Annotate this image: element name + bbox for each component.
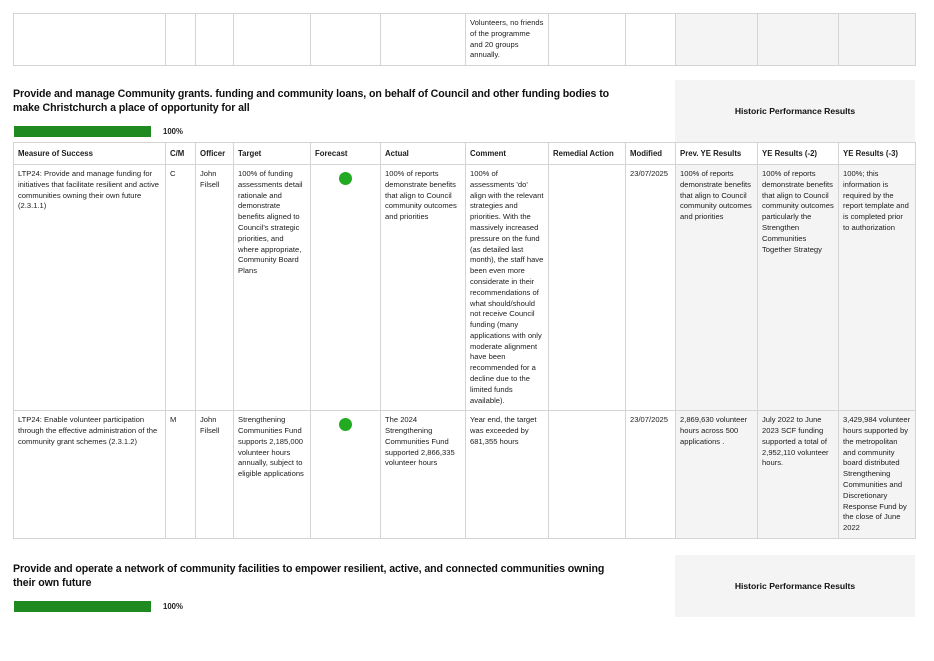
progress-bar [13,600,152,613]
cell-prev-ye [676,14,758,66]
cell-remedial [549,165,626,411]
column-header-comment[interactable]: Comment [466,143,549,165]
section-header-left [13,80,675,142]
cell-actual: The 2024 Strengthening Communities Fund supported 2,866,335 volunteer hours [381,411,466,539]
cell-measure: LTP24: Enable volunteer participation through the effective administration of the community grant schemes (2.3.1.2) [14,411,166,539]
progress-bar [13,125,152,138]
cell-modified: 23/07/2025 [626,411,676,539]
cell-target [234,14,311,66]
cell-ye3: 100%; this information is required by the report template and is completed prior to authorization [839,165,916,411]
continued-table-region [0,0,934,66]
cell-remedial [549,14,626,66]
cell-prev-ye: 2,869,630 volunteer hours across 500 applications . [676,411,758,539]
cell-comment: Volunteers, no friends of the programme and 20 groups annually. [466,14,549,66]
column-header-actual[interactable]: Actual [381,143,466,165]
cell-forecast [311,14,381,66]
column-header-remedial-action[interactable]: Remedial Action [549,143,626,165]
table-header-row [14,143,916,165]
cell-measure: LTP24: Provide and manage funding for initiatives that facilitate resilient and active communities owning their own future (2.3.1.1) [14,165,166,411]
cell-measure [14,14,166,66]
table-row [14,411,916,539]
column-header-officer[interactable]: Officer [196,143,234,165]
status-green-dot-icon [339,418,352,431]
cell-forecast [311,411,381,539]
cell-prev-ye: 100% of reports demonstrate benefits that align to Council community outcomes and priorities [676,165,758,411]
section-title: Provide and manage Community grants. funding and community loans, on behalf of Council and other funding bodies to make Christchurch a place of opportunity for all [13,88,609,115]
cell-forecast [311,165,381,411]
cell-comment: 100% of assessments 'do' align with the relevant strategies and priorities. With the massively increased pressure on the fund (as detailed last month), the staff have been even more considerate in their recommendations of what should/should not receive Council funding (many applications with only moderate alignment have been recommended for a decline due to the limited funds available). [466,165,549,411]
cell-officer: John Filsell [196,165,234,411]
cell-ye3: 3,429,984 volunteer hours supported by the metropolitan and community board distributed Strengthening Communities and Discretionary Response Fund by the close of June 2022 [839,411,916,539]
table-row [14,165,916,411]
progress-row [13,125,675,138]
cell-modified: 23/07/2025 [626,165,676,411]
section-community-grants [13,80,915,142]
cell-ye2 [758,14,839,66]
progress-row [13,600,675,613]
historic-performance-panel [675,80,915,142]
column-header-prev-ye-results[interactable]: Prev. YE Results [676,143,758,165]
cell-actual [381,14,466,66]
table-row [14,14,916,66]
progress-percent-label: 100% [163,127,183,137]
historic-performance-heading: Historic Performance Results [734,580,856,591]
column-header-forecast[interactable]: Forecast [311,143,381,165]
progress-bar-fill [14,126,151,137]
continued-performance-table [13,13,916,66]
progress-percent-label: 100% [163,601,183,611]
section-header-left [13,555,675,617]
cell-cm: C [166,165,196,411]
cell-ye3 [839,14,916,66]
cell-target: 100% of funding assessments detail rationale and demonstrate benefits aligned to Council's strategic priorities, and where appropriate, Community Board Plans [234,165,311,411]
column-header-modified[interactable]: Modified [626,143,676,165]
cell-remedial [549,411,626,539]
continued-table-body [14,14,916,66]
cell-ye2: July 2022 to June 2023 SCF funding supported a total of 2,952,110 volunteer hours. [758,411,839,539]
historic-performance-panel [675,555,915,617]
cell-target: Strengthening Communities Fund supports 2,185,000 volunteer hours annually, subject to eligible applications [234,411,311,539]
table-body [14,165,916,539]
cell-officer: John Filsell [196,411,234,539]
cell-cm [166,14,196,66]
column-header-ye-results-2[interactable]: YE Results (-2) [758,143,839,165]
cell-ye2: 100% of reports demonstrate benefits that align to Council community outcomes particularly the Strengthen Communities Together Strategy [758,165,839,411]
column-header-target[interactable]: Target [234,143,311,165]
cell-cm: M [166,411,196,539]
column-header-measure-of-success[interactable]: Measure of Success [14,143,166,165]
column-header-ye-results-3[interactable]: YE Results (-3) [839,143,916,165]
status-green-dot-icon [339,172,352,185]
section-title: Provide and operate a network of community facilities to empower resilient, active, and connected communities owning their own future [13,562,605,589]
section-community-facilities [13,555,915,617]
cell-modified [626,14,676,66]
progress-bar-fill [14,601,151,612]
cell-actual: 100% of reports demonstrate benefits that align to Council community outcomes and priorities [381,165,466,411]
cell-comment: Year end, the target was exceeded by 681,355 hours [466,411,549,539]
performance-measures-table [13,142,916,539]
historic-performance-heading: Historic Performance Results [734,106,856,117]
table-header [14,143,916,165]
cell-officer [196,14,234,66]
column-header-cm[interactable]: C/M [166,143,196,165]
